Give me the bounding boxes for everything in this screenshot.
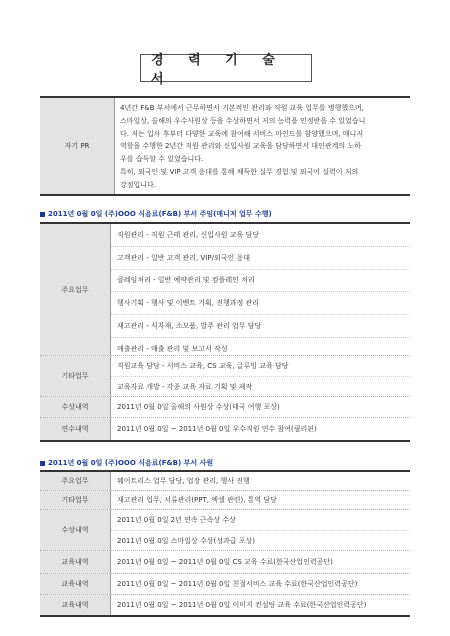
- row-label: 교육내역: [40, 551, 111, 573]
- row-value: 2011년 0월 0일 ~ 2011년 0월 0일 우수직원 연수 참여(필리핀): [117, 425, 317, 433]
- table-row: [40, 509, 410, 550]
- row-value: 2011년 0월 0일 ~ 2011년 0월 0일 CS 교육 수료(한국산업인력공단): [117, 558, 333, 566]
- row-value: 직원관리 - 직원 근태 관리, 신입사원 교육 담당: [117, 230, 260, 239]
- table-row: [40, 417, 410, 440]
- section-heading: [40, 209, 410, 219]
- row-values: [111, 224, 410, 355]
- row-label: 주요업무: [40, 224, 111, 355]
- pr-line: 4년간 F&B 부서에서 근무하면서 기본적인 관리와 직원 교육 업무를 병행했으며,: [120, 104, 364, 112]
- row-values: [111, 472, 410, 490]
- pr-line: 스마일상, 올해의 우수사원상 등을 수상하면서 저의 능력을 인정받을 수 있었습니: [120, 116, 366, 125]
- section-heading: [40, 458, 410, 468]
- table-row: [40, 396, 410, 417]
- row-value: 재고관리 - 식자재, 소모품, 발주 관리 업무 담당: [111, 314, 410, 337]
- row-label: 수상내역: [40, 510, 111, 550]
- table-row: [40, 594, 410, 615]
- table-row: [40, 550, 410, 573]
- row-values: [111, 397, 410, 417]
- row-value: 2011년 0월 0일 ~ 2011년 0월 0일 친절서비스 교육 수료(한국산업인력공단): [117, 580, 358, 588]
- row-value: 행사기획 - 행사 및 이벤트 기획, 진행과정 관리: [111, 291, 410, 314]
- table-row: [40, 472, 410, 490]
- row-label: 수상내역: [40, 397, 111, 417]
- row-value: 고객관리 - 일반 고객 관리, VIP/외국인 응대: [111, 246, 410, 269]
- row-values: [111, 595, 410, 615]
- row-value: 2011년 0월 0일 2년 연속 근속상 수상: [117, 516, 236, 524]
- table-row: [40, 224, 410, 355]
- row-value: 매출관리 - 매출 관리 및 보고서 작성: [111, 337, 410, 360]
- row-value: 클레임처리 - 일반 예약관리 및 컴플레인 처리: [111, 269, 410, 292]
- career-table: [40, 222, 410, 442]
- row-value: 웨이트리스 업무 담당, 업장 관리, 행사 진행: [117, 477, 250, 485]
- pr-line: 특히, 외국인 및 VIP 고객 응대를 통해 체득한 실무 경험 및 외국어 실력이 저의: [120, 167, 359, 176]
- table-row: [40, 490, 410, 509]
- pr-line: 역할을 수행한 2년간 직원 관리와 신입사원 교육을 담당하면서 대인관계의 노하: [120, 142, 361, 151]
- section-heading-text: 2011년 0월 0일 (주)OOO 식음료(F&B) 부서 사원: [48, 459, 214, 467]
- row-values: [111, 356, 410, 396]
- pr-line: 다. 저는 입사 후부터 다양한 교육에 참여해 서비스 마인드를 함양했으며, 매니저: [120, 129, 364, 138]
- row-values: [111, 574, 410, 594]
- row-value: 2011년 0월 0일 올해의 사원상 수상(태국 여행 포상): [117, 403, 280, 411]
- row-value: 교육자료 개발 - 각종 교육 자료 기획 및 제작: [111, 376, 410, 397]
- row-value: 2011년 0월 0일 스마일상 수상(성과급 포상): [111, 530, 410, 551]
- section-heading-text: 2011년 0월 0일 (주)OOO 식음료(F&B) 부서 주임(매니저 업무 수행): [48, 210, 272, 218]
- row-value: 2011년 0월 0일 ~ 2011년 0월 0일 이미지 컨설팅 교육 수료(한국산업인력공단): [117, 601, 367, 609]
- self-pr-text: [115, 98, 410, 194]
- row-label: 주요업무: [40, 472, 111, 490]
- page-title: 경 력 기 술 서: [151, 53, 285, 87]
- row-label: 교육내역: [40, 595, 111, 615]
- row-label: 교육내역: [40, 574, 111, 594]
- row-values: [111, 491, 410, 509]
- table-row: [40, 573, 410, 594]
- row-label: 기타업무: [40, 491, 111, 509]
- row-value: 직원교육 담당 - 서비스 교육, CS 교육, 글루밍 교육 담당: [117, 362, 289, 370]
- row-values: [111, 418, 410, 440]
- title-box: [140, 53, 312, 87]
- bullet-square-icon: [40, 212, 45, 217]
- row-label: 연수내역: [40, 418, 111, 440]
- row-value: 재고관리 업무, 서류관리(PPT, 엑셀 관련), 통역 담당: [117, 496, 277, 504]
- row-values: [111, 551, 410, 573]
- bullet-square-icon: [40, 461, 45, 466]
- pr-line: 강점입니다.: [120, 180, 157, 189]
- row-label: 기타업무: [40, 356, 111, 396]
- pr-line: 우를 습득할 수 있었습니다.: [120, 155, 204, 164]
- table-row: [40, 355, 410, 396]
- career-table: [40, 470, 410, 617]
- row-values: [111, 510, 410, 550]
- self-pr-label: 자기 PR: [40, 98, 115, 194]
- self-pr-table: [40, 96, 410, 196]
